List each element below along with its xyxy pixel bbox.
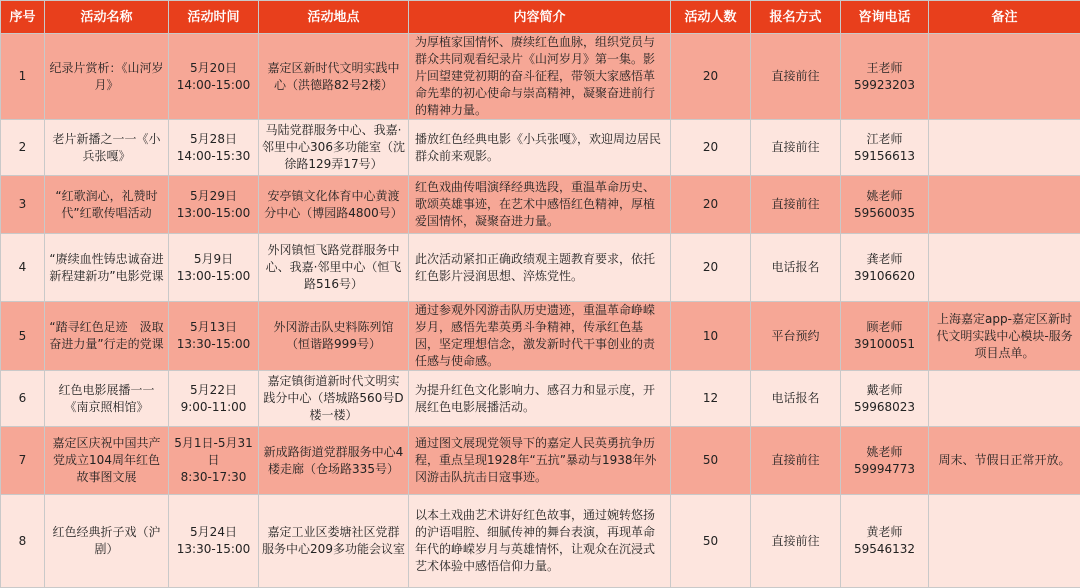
contact-cell <box>841 302 929 371</box>
remark <box>929 176 1080 234</box>
col-header-name: 活动名称 <box>45 1 169 34</box>
remark <box>929 120 1080 176</box>
contact-name: 黄老师 <box>844 524 925 541</box>
activity-place: 嘉定工业区娄塘社区党群服务中心209多功能会议室 <box>259 495 409 588</box>
activity-name: 老片新播之一一《小兵张嘎》 <box>45 120 169 176</box>
col-header-phone: 咨询电话 <box>841 1 929 34</box>
row-number: 4 <box>1 234 45 302</box>
contact-name: 江老师 <box>844 131 925 148</box>
table-row <box>1 427 1080 495</box>
activity-place: 马陆党群服务中心、我嘉·邻里中心306多功能室（沈徐路129弄17号） <box>259 120 409 176</box>
row-number: 6 <box>1 371 45 427</box>
activity-hours: 13:00-15:00 <box>172 205 255 222</box>
signup-method: 直接前往 <box>751 427 841 495</box>
participant-count: 20 <box>671 120 751 176</box>
col-header-time: 活动时间 <box>169 1 259 34</box>
activity-hours: 13:00-15:00 <box>172 268 255 285</box>
remark <box>929 371 1080 427</box>
activity-name: “踏寻红色足迹 汲取奋进力量”行走的党课 <box>45 302 169 371</box>
activity-name: “红歌润心，礼赞时代”红歌传唱活动 <box>45 176 169 234</box>
contact-cell <box>841 176 929 234</box>
activity-date: 5月24日 <box>172 524 255 541</box>
activity-date: 5月22日 <box>172 382 255 399</box>
contact-phone: 59156613 <box>844 148 925 165</box>
contact-name: 顾老师 <box>844 319 925 336</box>
activity-date: 5月13日 <box>172 319 255 336</box>
activity-time <box>169 302 259 371</box>
table-row <box>1 495 1080 588</box>
row-number: 3 <box>1 176 45 234</box>
remark: 上海嘉定app-嘉定区新时代文明实践中心模块-服务项目点单。 <box>929 302 1080 371</box>
activity-intro: 通过图文展现党领导下的嘉定人民英勇抗争历程，重点呈现1928年“五抗”暴动与1938年外冈游击队抗击日寇事迹。 <box>409 427 671 495</box>
activity-name: 红色电影展播一一《南京照相馆》 <box>45 371 169 427</box>
signup-method: 直接前往 <box>751 120 841 176</box>
activity-date: 5月29日 <box>172 188 255 205</box>
activity-name: 嘉定区庆祝中国共产党成立104周年红色故事图文展 <box>45 427 169 495</box>
activity-intro: 通过参观外冈游击队历史遗迹，重温革命峥嵘岁月，感悟先辈英勇斗争精神，传承红色基因，坚定理想信念，激发新时代干事创业的责任感与使命感。 <box>409 302 671 371</box>
signup-method: 电话报名 <box>751 371 841 427</box>
contact-name: 龚老师 <box>844 251 925 268</box>
activity-place: 外冈镇恒飞路党群服务中心、我嘉·邻里中心（恒飞路516号） <box>259 234 409 302</box>
row-number: 1 <box>1 34 45 120</box>
remark <box>929 34 1080 120</box>
contact-name: 姚老师 <box>844 444 925 461</box>
contact-phone: 59994773 <box>844 461 925 478</box>
table-body <box>1 34 1080 588</box>
activity-intro: 为厚植家国情怀、赓续红色血脉，组织党员与群众共同观看纪录片《山河岁月》第一集。影片回望建党初期的奋斗征程，带领大家感悟革命先辈的初心使命与崇高精神，凝聚奋进前行的精神力量。 <box>409 34 671 120</box>
participant-count: 20 <box>671 176 751 234</box>
contact-phone: 39106620 <box>844 268 925 285</box>
signup-method: 电话报名 <box>751 234 841 302</box>
table-row <box>1 371 1080 427</box>
participant-count: 10 <box>671 302 751 371</box>
contact-cell <box>841 234 929 302</box>
activity-time <box>169 234 259 302</box>
activity-hours: 9:00-11:00 <box>172 399 255 416</box>
activity-time <box>169 120 259 176</box>
activity-time <box>169 176 259 234</box>
participant-count: 20 <box>671 234 751 302</box>
activity-name: 纪录片赏析：《山河岁月》 <box>45 34 169 120</box>
participant-count: 12 <box>671 371 751 427</box>
activity-date: 5月28日 <box>172 131 255 148</box>
activity-hours: 8:30-17:30 <box>172 469 255 486</box>
activity-date: 5月20日 <box>172 60 255 77</box>
activity-name: “赓续血性铸忠诚奋进新程建新功”电影党课 <box>45 234 169 302</box>
activity-intro: 此次活动紧扣正确政绩观主题教育要求，依托红色影片浸润思想、淬炼党性。 <box>409 234 671 302</box>
remark: 周末、节假日正常开放。 <box>929 427 1080 495</box>
contact-phone: 39100051 <box>844 336 925 353</box>
activity-time <box>169 427 259 495</box>
table-row <box>1 120 1080 176</box>
signup-method: 平台预约 <box>751 302 841 371</box>
col-header-place: 活动地点 <box>259 1 409 34</box>
col-header-count: 活动人数 <box>671 1 751 34</box>
table-row <box>1 176 1080 234</box>
activity-place: 外冈游击队史料陈列馆（恒谐路999号） <box>259 302 409 371</box>
activity-date: 5月9日 <box>172 251 255 268</box>
participant-count: 50 <box>671 427 751 495</box>
activity-time <box>169 495 259 588</box>
activity-place: 安亭镇文化体育中心黄渡分中心（博园路4800号） <box>259 176 409 234</box>
col-header-note: 备注 <box>929 1 1080 34</box>
table-row <box>1 234 1080 302</box>
row-number: 7 <box>1 427 45 495</box>
signup-method: 直接前往 <box>751 176 841 234</box>
table-row <box>1 34 1080 120</box>
signup-method: 直接前往 <box>751 495 841 588</box>
contact-cell <box>841 371 929 427</box>
activity-hours: 14:00-15:00 <box>172 77 255 94</box>
activity-intro: 播放红色经典电影《小兵张嘎》，欢迎周边居民群众前来观影。 <box>409 120 671 176</box>
row-number: 2 <box>1 120 45 176</box>
contact-name: 姚老师 <box>844 188 925 205</box>
activity-time <box>169 34 259 120</box>
contact-phone: 59546132 <box>844 541 925 558</box>
participant-count: 50 <box>671 495 751 588</box>
contact-phone: 59923203 <box>844 77 925 94</box>
contact-name: 王老师 <box>844 60 925 77</box>
col-header-signup: 报名方式 <box>751 1 841 34</box>
activity-place: 新成路街道党群服务中心4楼走廊（仓场路335号） <box>259 427 409 495</box>
row-number: 5 <box>1 302 45 371</box>
activity-time <box>169 371 259 427</box>
activity-intro: 以本土戏曲艺术讲好红色故事，通过婉转悠扬的沪语唱腔、细腻传神的舞台表演，再现革命年代的峥嵘岁月与英雄情怀，让观众在沉浸式艺术体验中感悟信仰力量。 <box>409 495 671 588</box>
activity-hours: 14:00-15:30 <box>172 148 255 165</box>
col-header-no: 序号 <box>1 1 45 34</box>
contact-cell <box>841 495 929 588</box>
table-row <box>1 302 1080 371</box>
activity-place: 嘉定区新时代文明实践中心（洪德路82号2楼） <box>259 34 409 120</box>
remark <box>929 495 1080 588</box>
activity-hours: 13:30-15:00 <box>172 336 255 353</box>
contact-phone: 59968023 <box>844 399 925 416</box>
remark <box>929 234 1080 302</box>
activity-hours: 13:30-15:00 <box>172 541 255 558</box>
activity-date: 5月1日-5月31日 <box>172 435 255 469</box>
contact-phone: 59560035 <box>844 205 925 222</box>
contact-name: 戴老师 <box>844 382 925 399</box>
participant-count: 20 <box>671 34 751 120</box>
contact-cell <box>841 120 929 176</box>
col-header-intro: 内容简介 <box>409 1 671 34</box>
contact-cell <box>841 427 929 495</box>
activity-intro: 红色戏曲传唱演绎经典选段，重温革命历史、歌颂英雄事迹，在艺术中感悟红色精神，厚植爱国情怀，凝聚奋进力量。 <box>409 176 671 234</box>
signup-method: 直接前往 <box>751 34 841 120</box>
activity-intro: 为提升红色文化影响力、感召力和显示度，开展红色电影展播活动。 <box>409 371 671 427</box>
activity-place: 嘉定镇街道新时代文明实践分中心（塔城路560号D楼一楼） <box>259 371 409 427</box>
row-number: 8 <box>1 495 45 588</box>
header-row <box>1 1 1080 34</box>
contact-cell <box>841 34 929 120</box>
activity-name: 红色经典折子戏（沪剧） <box>45 495 169 588</box>
